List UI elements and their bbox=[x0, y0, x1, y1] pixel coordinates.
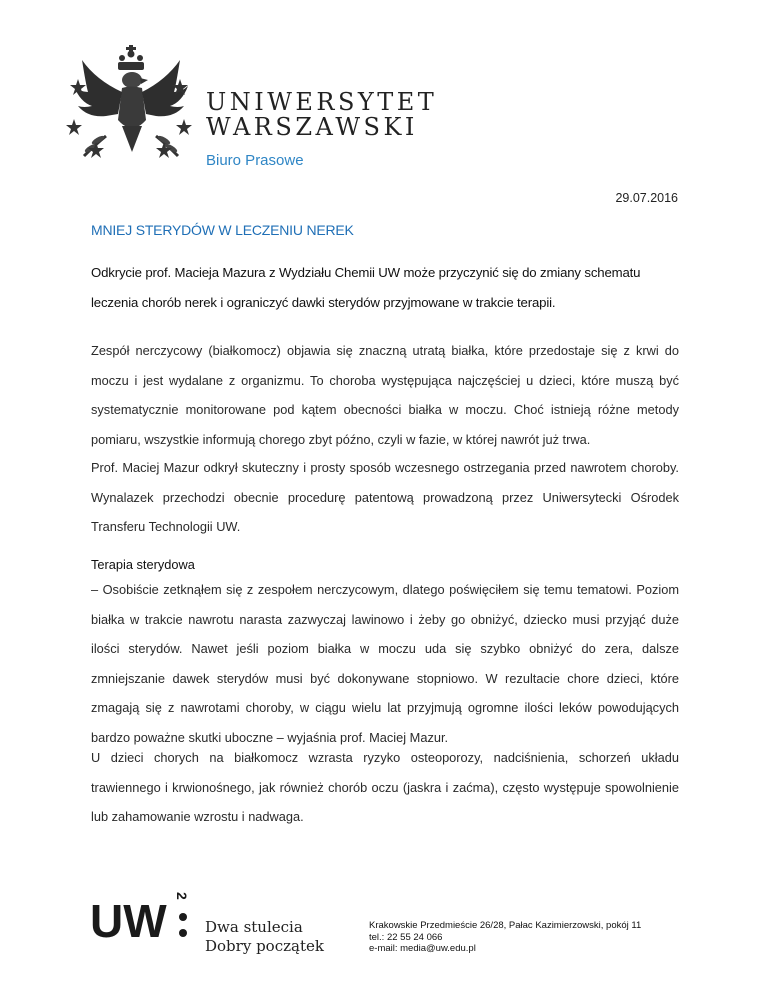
university-name-line2: WARSZAWSKI bbox=[206, 113, 418, 141]
release-date: 29.07.2016 bbox=[615, 191, 678, 205]
motto-line2: Dobry początek bbox=[205, 937, 324, 955]
body-paragraph-4: U dzieci chorych na białkomocz wzrasta ryzyko osteoporozy, nadciśnienia, schorzeń układu trawiennego i krwionośnego, jak również chorób oczu (jaskra i zaćma), często występuje spowolnienie lub zahamowanie wzrostu i nadwaga. bbox=[91, 750, 679, 824]
press-office-label: Biuro Prasowe bbox=[206, 152, 304, 169]
uw-logo-superscript: 2 bbox=[174, 892, 190, 900]
body-paragraph-3: – Osobiście zetknąłem się z zespołem nerczycowym, dlatego poświęciłem się temu tematowi. Poziom białka w trakcie nawrotu narasta zazwyczaj lawinowo i żeby go obniżyć, dziecko musi przyjąć duże ilości sterydów. Nawet jeśli poziom białka w moczu uda się szybko obniżyć do zera, dalsze zmniejszanie dawek sterydów musi być dokonywane stopniowo. W rezultacie chore dzieci, które zmagają się z nawrotami choroby, w ciągu wielu lat przyjmują ogromne ilości leków powodujących bardzo poważne skutki uboczne – wyjaśnia prof. Maciej Mazur. bbox=[91, 582, 679, 745]
contact-phone: tel.: 22 55 24 066 bbox=[369, 931, 443, 943]
uw-logo-text: UW bbox=[90, 895, 167, 945]
uw-logo-icon bbox=[90, 885, 208, 945]
eagle-emblem-icon bbox=[66, 40, 196, 165]
contact-email[interactable]: e-mail: media@uw.edu.pl bbox=[369, 943, 476, 954]
body-paragraph-2: Prof. Maciej Mazur odkrył skuteczny i prosty sposób wczesnego ostrzegania przed nawrotem choroby. Wynalazek przechodzi obecnie procedurę patentową prowadzoną przez Uniwersytecki Ośrodek Transferu Technologii UW. bbox=[91, 460, 679, 534]
contact-address: Krakowskie Przedmieście 26/28, Pałac Kazimierzowski, pokój 11 bbox=[369, 920, 642, 931]
section-subheading: Terapia sterydowa bbox=[91, 557, 195, 572]
contact-block bbox=[369, 920, 641, 955]
university-name-line1: UNIWERSYTET bbox=[206, 88, 438, 116]
motto-line1: Dwa stulecia bbox=[205, 918, 303, 936]
lead-paragraph: Odkrycie prof. Macieja Mazura z Wydziału Chemii UW może przyczynić się do zmiany schematu leczenia chorób nerek i ograniczyć dawki sterydów przyjmowane w trakcie terapii. bbox=[91, 265, 641, 310]
body-paragraph-1: Zespół nerczycowy (białkomocz) objawia się znaczną utratą białka, które przedostaje się z krwi do moczu i jest wydalane z organizmu. To choroba występująca najczęściej u dzieci, które muszą być systematycznie monitorowane pod kątem obecności białka w moczu. Choć istnieją różne metody pomiaru, wszystkie informują chorego zbyt późno, czyli w fazie, w której nawrót już trwa. bbox=[91, 343, 679, 447]
page-title: MNIEJ STERYDÓW W LECZENIU NEREK bbox=[91, 222, 354, 238]
